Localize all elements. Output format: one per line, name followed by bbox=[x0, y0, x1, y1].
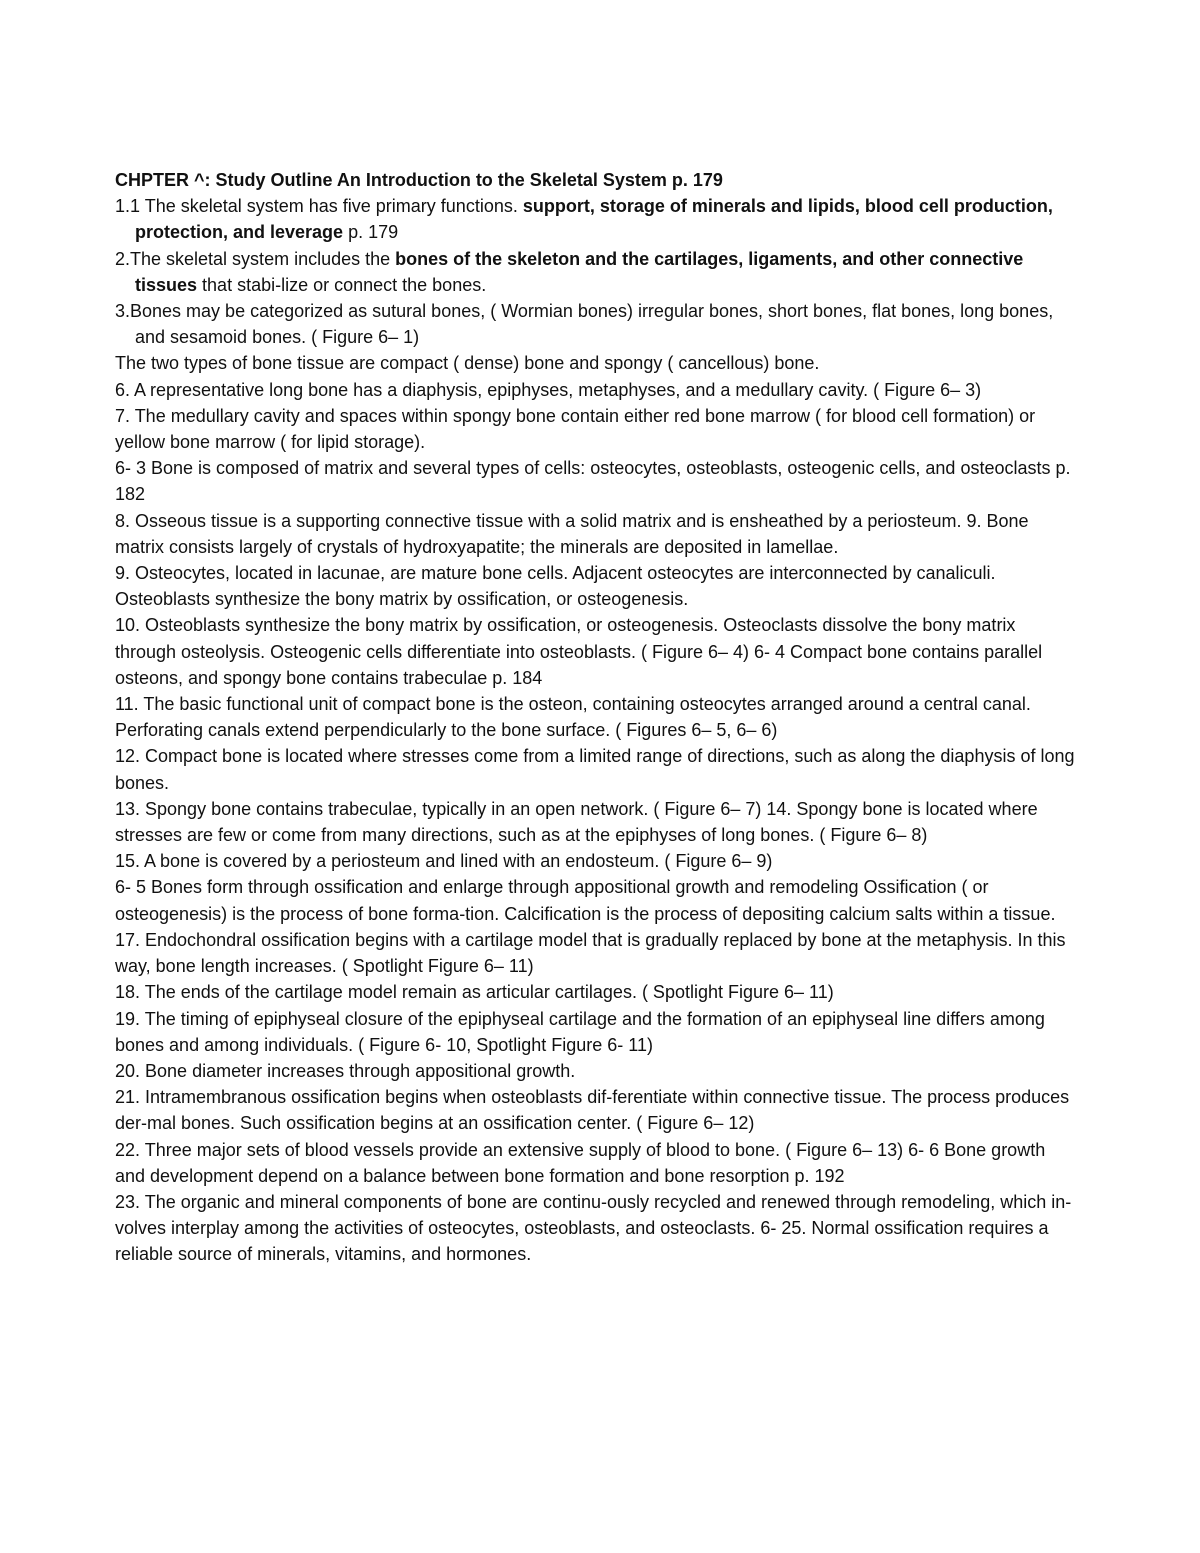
text-segment: 22. Three major sets of blood vessels provide an extensive supply of blood to bone. ( Figure 6– 13) 6- 6 Bone growth and development depend on a balance between bone formation and bone resorption p. 192 bbox=[115, 1139, 1046, 1186]
outline-paragraph bbox=[115, 874, 1075, 926]
text-segment: 20. Bone diameter increases through appositional growth. bbox=[115, 1060, 576, 1081]
outline-paragraph bbox=[115, 796, 1075, 848]
text-segment: The two types of bone tissue are compact ( dense) bone and spongy ( cancellous) bone. bbox=[115, 353, 820, 374]
outline-paragraph bbox=[115, 1058, 1075, 1084]
text-segment: that stabi-lize or connect the bones. bbox=[197, 274, 487, 295]
text-segment: 7. The medullary cavity and spaces within spongy bone contain either red bone marrow ( for blood cell formation) or yellow bone marrow ( for lipid storage). bbox=[115, 405, 1036, 453]
text-segment: 13. Spongy bone contains trabeculae, typically in an open network. ( Figure 6– 7) 14. Spongy bone is located where stresses are few or come from many directions, such as at the epiphyses of long bones. ( Figure 6– 8) bbox=[115, 798, 1038, 846]
text-segment: 8. Osseous tissue is a supporting connective tissue with a solid matrix and is ensheathed by a periosteum. 9. Bone matrix consists largely of crystals of hydroxyapatite; the minerals are deposited in lamellae. bbox=[115, 510, 1029, 557]
text-segment: 3.Bones may be categorized as sutural bones, ( Wormian bones) irregular bones, short bones, flat bones, long bones, and sesamoid bones. ( Figure 6– 1) bbox=[115, 301, 1054, 348]
bold-text-segment: support, storage of minerals and lipids, blood cell production, protection, and leverage bbox=[135, 196, 1053, 243]
outline-paragraph bbox=[115, 377, 1075, 403]
outline-paragraph bbox=[115, 298, 1075, 350]
outline-paragraph bbox=[115, 350, 1075, 376]
text-segment: 10. Osteoblasts synthesize the bony matrix by ossification, or osteogenesis. Osteoclasts dissolve the bony matrix through osteolysis. Osteogenic cells differentiate into osteoblasts. ( Figure 6– 4) 6- 4 Compact bone contains parallel osteons, and spongy bone contains trabeculae p. 184 bbox=[115, 615, 1043, 688]
outline-paragraph bbox=[115, 193, 1075, 245]
text-segment: 18. The ends of the cartilage model remain as articular cartilages. ( Spotlight Figure 6– 11) bbox=[115, 982, 834, 1003]
outline-paragraph bbox=[115, 691, 1075, 743]
text-segment: 17. Endochondral ossification begins with a cartilage model that is gradually replaced by bone at the metaphysis. In this way, bone length increases. ( Spotlight Figure 6– 11) bbox=[115, 929, 1066, 977]
outline-paragraph bbox=[115, 927, 1075, 979]
outline-paragraph bbox=[115, 1084, 1075, 1136]
outline-paragraph bbox=[115, 1137, 1075, 1189]
bold-text-segment: bones of the skeleton and the cartilages, ligaments, and other connective tissues bbox=[135, 248, 1024, 295]
outline-paragraph bbox=[115, 1006, 1075, 1058]
text-segment: 1.1 The skeletal system has five primary functions. bbox=[115, 196, 523, 217]
outline-paragraph bbox=[115, 743, 1075, 795]
text-segment: 19. The timing of epiphyseal closure of the epiphyseal cartilage and the formation of an epiphyseal line differs among bones and among individuals. ( Figure 6- 10, Spotlight Figure 6- 11) bbox=[115, 1008, 1045, 1055]
document-page bbox=[115, 167, 1075, 1268]
text-segment: 23. The organic and mineral components of bone are continu-ously recycled and renewed through remodeling, which in-volves interplay among the activities of osteocytes, osteoblasts, and osteoclasts. 6- 25. Normal ossification requires a reliable source of minerals, vitamins, and hormones. bbox=[115, 1191, 1072, 1265]
outline-paragraph bbox=[115, 403, 1075, 455]
document-body bbox=[115, 193, 1075, 1267]
text-segment: 6- 5 Bones form through ossification and enlarge through appositional growth and remodeling Ossification ( or osteogenesis) is the process of bone forma-tion. Calcification is the process of depositing calcium salts within a tissue. bbox=[115, 877, 1056, 924]
text-segment: 6. A representative long bone has a diaphysis, epiphyses, metaphyses, and a medullary cavity. ( Figure 6– 3) bbox=[115, 379, 982, 400]
outline-paragraph bbox=[115, 848, 1075, 874]
text-segment: 15. A bone is covered by a periosteum and lined with an endosteum. ( Figure 6– 9) bbox=[115, 851, 773, 872]
outline-paragraph bbox=[115, 1189, 1075, 1268]
outline-paragraph bbox=[115, 246, 1075, 298]
outline-paragraph bbox=[115, 560, 1075, 612]
outline-paragraph bbox=[115, 508, 1075, 560]
document-title: CHPTER ^: Study Outline An Introduction to the Skeletal System p. 179 bbox=[115, 170, 723, 190]
text-segment: 12. Compact bone is located where stresses come from a limited range of directions, such as along the diaphysis of long bones. bbox=[115, 746, 1075, 793]
outline-paragraph bbox=[115, 455, 1075, 507]
text-segment: 21. Intramembranous ossification begins when osteoblasts dif-ferentiate within connective tissue. The process produces der-mal bones. Such ossification begins at an ossification center. ( Figure 6– 12) bbox=[115, 1087, 1070, 1134]
outline-paragraph bbox=[115, 979, 1075, 1005]
text-segment: 9. Osteocytes, located in lacunae, are mature bone cells. Adjacent osteocytes are interconnected by canaliculi. Osteoblasts synthesize the bony matrix by ossification, or osteogenesis. bbox=[115, 563, 996, 610]
text-segment: p. 179 bbox=[343, 222, 399, 243]
text-segment: 2.The skeletal system includes the bbox=[115, 248, 396, 269]
outline-paragraph bbox=[115, 612, 1075, 691]
text-segment: 11. The basic functional unit of compact bone is the osteon, containing osteocytes arranged around a central canal. Perforating canals extend perpendicularly to the bone surface. ( Figures 6– 5, 6– 6) bbox=[115, 694, 1031, 741]
text-segment: 6- 3 Bone is composed of matrix and several types of cells: osteocytes, osteoblasts, osteogenic cells, and osteoclasts p. 182 bbox=[115, 458, 1071, 505]
